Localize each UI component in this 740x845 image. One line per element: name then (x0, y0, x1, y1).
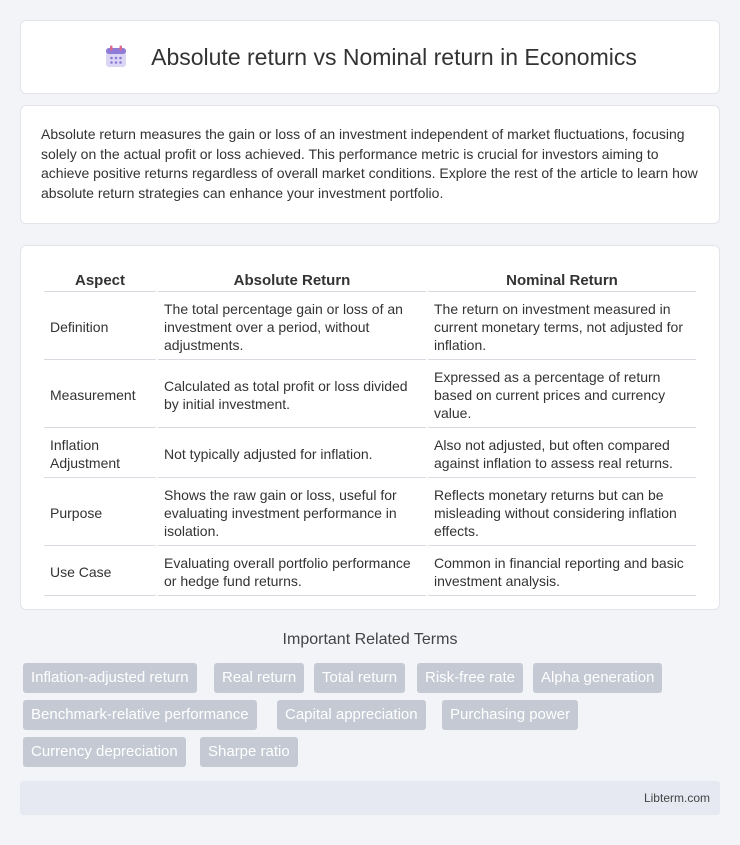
intro-card (20, 105, 720, 224)
related-term-tag[interactable]: Benchmark-relative performance (23, 700, 257, 730)
cell-aspect: Measurement (44, 362, 156, 428)
related-term-tag[interactable]: Alpha generation (533, 663, 662, 693)
cell-absolute-return: Not typically adjusted for inflation. (158, 430, 426, 478)
cell-absolute-return: Calculated as total profit or loss divided by initial investment. (158, 362, 426, 428)
table-header-row (44, 268, 696, 292)
comparison-table (42, 266, 698, 598)
cell-aspect: Definition (44, 294, 156, 360)
page-title: Absolute return vs Nominal return in Economics (151, 43, 637, 70)
cell-nominal-return: Common in financial reporting and basic investment analysis. (428, 548, 696, 596)
cell-aspect: Use Case (44, 548, 156, 596)
calendar-icon (103, 44, 129, 70)
column-header-absolute-return: Absolute Return (158, 268, 426, 292)
related-term-tag[interactable]: Currency depreciation (23, 737, 186, 767)
header-card (20, 20, 720, 94)
cell-nominal-return: The return on investment measured in current monetary terms, not adjusted for inflation. (428, 294, 696, 360)
table-row (44, 430, 696, 478)
cell-absolute-return: Shows the raw gain or loss, useful for evaluating investment performance in isolation. (158, 480, 426, 546)
table-row (44, 294, 696, 360)
related-term-tag[interactable]: Risk-free rate (417, 663, 523, 693)
cell-nominal-return: Reflects monetary returns but can be misleading without considering inflation effects. (428, 480, 696, 546)
related-term-tag[interactable]: Sharpe ratio (200, 737, 298, 767)
related-term-tag[interactable]: Capital appreciation (277, 700, 426, 730)
table-row (44, 480, 696, 546)
cell-nominal-return: Also not adjusted, but often compared against inflation to assess real returns. (428, 430, 696, 478)
intro-text: Absolute return measures the gain or loss of an investment independent of market fluctuations, focusing solely on the actual profit or loss achieved. This performance metric is crucial for investors aiming to achieve positive returns regardless of overall market conditions. Explore the rest of the article to learn how absolute return strategies can enhance your investment portfolio. (41, 126, 698, 201)
related-term-tag[interactable]: Total return (314, 663, 405, 693)
related-terms-title: Important Related Terms (282, 631, 458, 648)
column-header-aspect: Aspect (44, 268, 156, 292)
cell-absolute-return: Evaluating overall portfolio performance or hedge fund returns. (158, 548, 426, 596)
comparison-table-card (20, 245, 720, 610)
cell-aspect: Inflation Adjustment (44, 430, 156, 478)
related-term-tag[interactable]: Inflation-adjusted return (23, 663, 197, 693)
footer (20, 781, 720, 815)
related-term-tag[interactable]: Purchasing power (442, 700, 578, 730)
cell-aspect: Purpose (44, 480, 156, 546)
cell-absolute-return: The total percentage gain or loss of an investment over a period, without adjustments. (158, 294, 426, 360)
cell-nominal-return: Expressed as a percentage of return based on current prices and currency value. (428, 362, 696, 428)
column-header-nominal-return: Nominal Return (428, 268, 696, 292)
footer-site-link[interactable]: Libterm.com (643, 791, 710, 805)
table-row (44, 362, 696, 428)
table-row (44, 548, 696, 596)
related-term-tag[interactable]: Real return (214, 663, 304, 693)
